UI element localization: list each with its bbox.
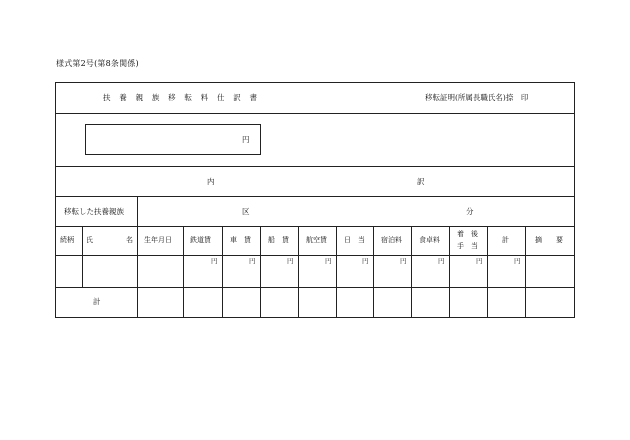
form-number: 様式第2号(第8条関係) (56, 59, 139, 68)
grand-total-label: 計 (93, 297, 101, 306)
category-right: 分 (466, 207, 474, 216)
form-table (55, 82, 575, 318)
col-divider (260, 226, 261, 317)
col-divider (336, 226, 337, 317)
row-divider (56, 113, 574, 114)
row-divider (56, 287, 574, 288)
yen-railway: 円 (211, 257, 218, 265)
col-lodging: 宿泊料 (381, 236, 402, 244)
col-divider (298, 226, 299, 317)
col-divider (82, 226, 83, 287)
form-title: 扶 養 親 族 移 転 料 仕 訳 書 (103, 93, 261, 102)
row-divider (56, 255, 574, 256)
breakdown-right: 訳 (417, 177, 425, 186)
col-name-a: 氏 (86, 236, 93, 244)
amount-box[interactable] (85, 124, 261, 155)
col-remarks: 摘 要 (535, 236, 563, 244)
col-ship: 船 賃 (268, 236, 289, 244)
yen-ship: 円 (287, 257, 294, 265)
col-daily: 日 当 (344, 236, 365, 244)
col-name-b: 名 (126, 236, 133, 244)
yen-car: 円 (249, 257, 256, 265)
col-railway: 鉄道賃 (190, 236, 211, 244)
col-meal: 食卓料 (419, 236, 440, 244)
yen-daily: 円 (362, 257, 369, 265)
col-arrival-a: 着 後 (457, 230, 478, 238)
col-divider (222, 226, 223, 317)
col-divider (183, 226, 184, 317)
yen-lodging: 円 (400, 257, 407, 265)
col-birth: 生年月日 (144, 236, 172, 244)
yen-air: 円 (325, 257, 332, 265)
row-divider (56, 166, 574, 167)
col-divider (449, 226, 450, 317)
row-divider (56, 226, 574, 227)
col-air: 航空賃 (306, 236, 327, 244)
col-divider (373, 226, 374, 317)
col-divider (137, 196, 138, 317)
amount-unit: 円 (242, 135, 250, 144)
breakdown-left: 内 (207, 177, 215, 186)
col-relation: 続柄 (60, 236, 74, 244)
col-arrival-b: 手 当 (457, 242, 478, 250)
yen-arrival: 円 (476, 257, 483, 265)
col-total: 計 (502, 236, 509, 244)
yen-meal: 円 (438, 257, 445, 265)
yen-total: 円 (514, 257, 521, 265)
row-divider (56, 196, 574, 197)
certification-label: 移転証明(所属長職氏名)捺 印 (425, 93, 529, 102)
category-left: 区 (242, 207, 250, 216)
col-divider (525, 226, 526, 317)
family-moved-label: 移転した扶養親族 (64, 207, 124, 216)
col-divider (411, 226, 412, 317)
col-car: 車 賃 (230, 236, 251, 244)
col-divider (487, 226, 488, 317)
